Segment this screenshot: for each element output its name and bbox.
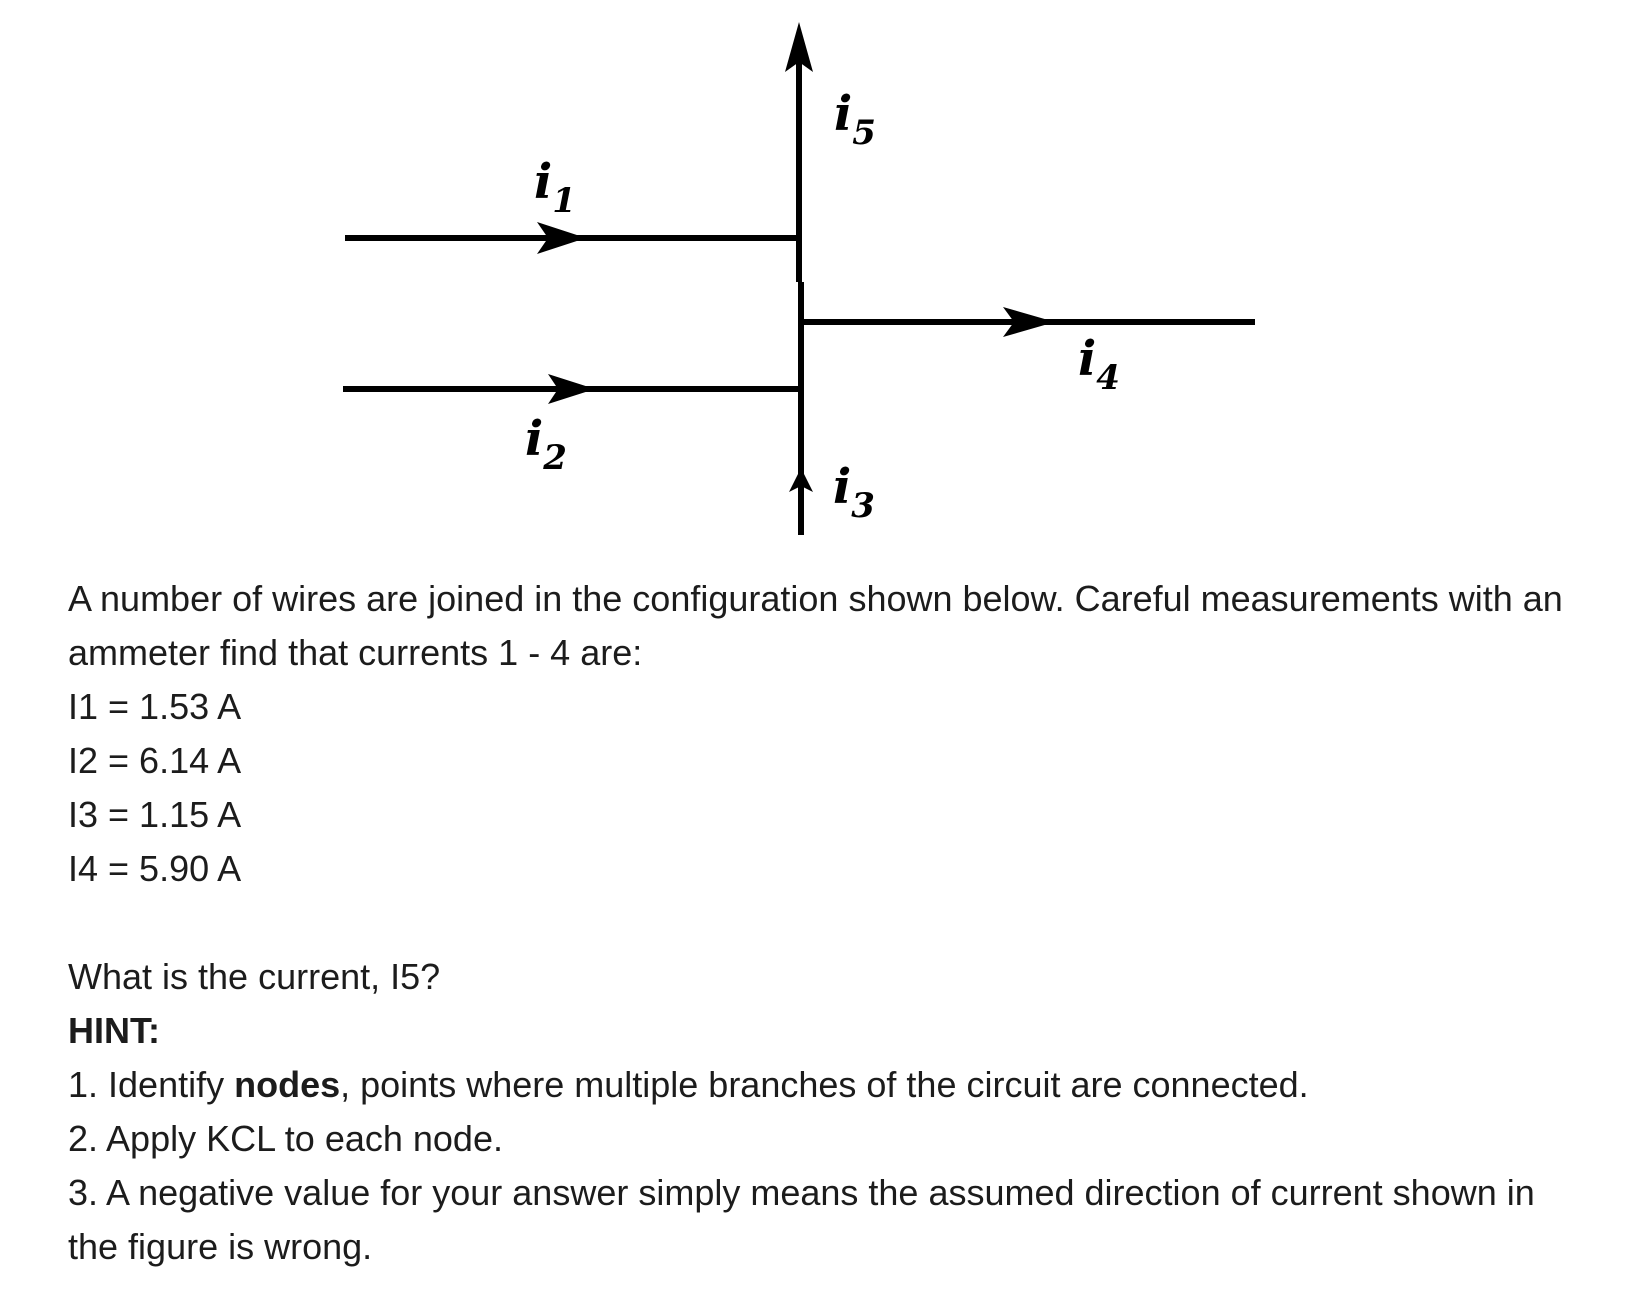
measurement-i3: I3 = 1.15 A	[68, 794, 242, 835]
hint-3: 3. A negative value for your answer simply means the assumed direction of current shown in the figure is wrong.	[68, 1172, 1535, 1267]
label-i3: $i_3$	[833, 459, 875, 526]
circuit-diagram	[0, 0, 1640, 560]
hint-1-prefix: 1. Identify	[68, 1064, 235, 1105]
question-prompt: What is the current, I5?	[68, 956, 441, 997]
measurement-i1: I1 = 1.53 A	[68, 686, 242, 727]
question-body	[68, 572, 1568, 1274]
hint-1-bold-term: nodes	[234, 1064, 341, 1105]
hint-heading: HINT:	[68, 1010, 160, 1051]
label-i4: $i_4$	[1078, 331, 1120, 398]
measurement-i4: I4 = 5.90 A	[68, 848, 242, 889]
label-i2: $i_2$	[525, 411, 567, 478]
question-intro: A number of wires are joined in the configuration shown below. Careful measurements with an ammeter find that currents 1 - 4 are:	[68, 578, 1563, 673]
label-i5: $i_5$	[834, 86, 876, 153]
hint-2: 2. Apply KCL to each node.	[68, 1118, 503, 1159]
paragraph-spacer	[68, 896, 1568, 950]
hint-1	[68, 1058, 1568, 1112]
hint-1-suffix: , points where multiple branches of the circuit are connected.	[340, 1064, 1309, 1105]
label-i1: $i_1$	[534, 154, 576, 221]
measurement-i2: I2 = 6.14 A	[68, 740, 242, 781]
